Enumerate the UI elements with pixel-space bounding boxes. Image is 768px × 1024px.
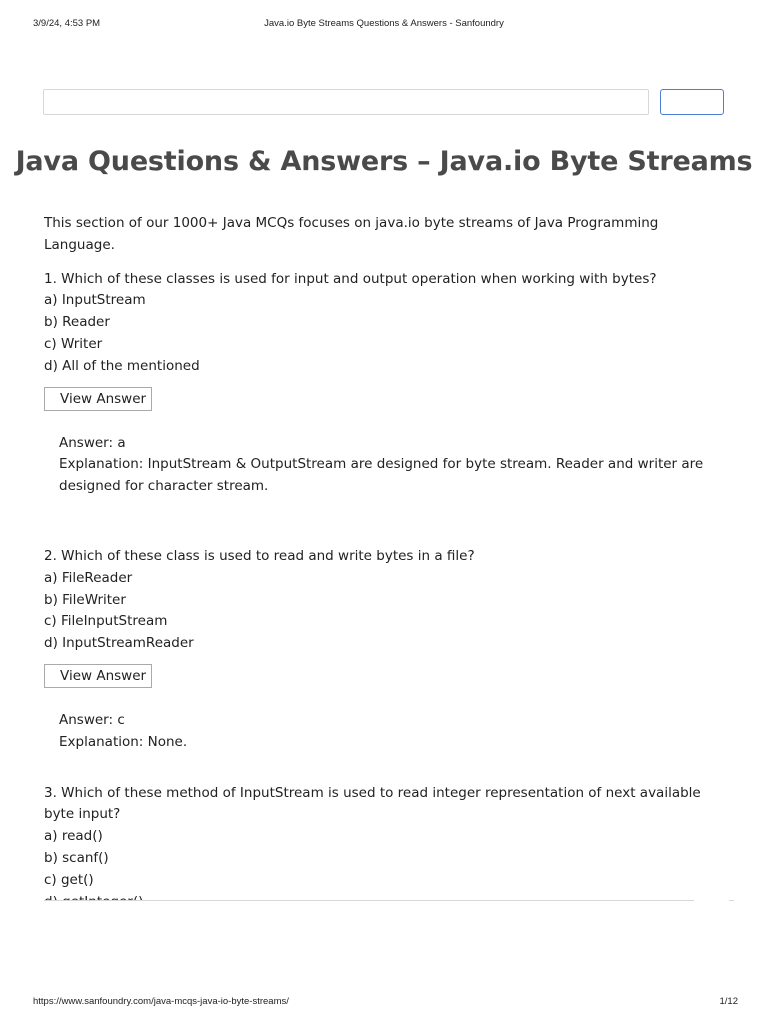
option-d: d) InputStreamReader: [44, 635, 194, 652]
article-content: [44, 213, 724, 913]
search-input[interactable]: [43, 89, 649, 115]
question-text: 1. Which of these classes is used for input and output operation when working with bytes?: [44, 270, 657, 287]
answer-text: Answer: c: [59, 711, 125, 728]
page-title: Java Questions & Answers – Java.io Byte Streams: [15, 146, 753, 177]
print-page-number: 1/12: [719, 996, 738, 1007]
option-a: a) FileReader: [44, 569, 133, 586]
option-a: a) InputStream: [44, 292, 146, 309]
divider: [44, 900, 694, 901]
search-button[interactable]: [660, 89, 724, 115]
answer-text: Answer: a: [59, 434, 126, 451]
view-answer-button[interactable]: View Answer: [44, 387, 152, 411]
question-text: 3. Which of these method of InputStream is used to read integer representation of next available byte input?: [44, 784, 701, 823]
print-datetime: 3/9/24, 4:53 PM: [33, 18, 101, 29]
intro-text: This section of our 1000+ Java MCQs focuses on java.io byte streams of Java Programming Language.: [44, 215, 659, 253]
answer-panel: [59, 433, 724, 498]
option-c: c) get(): [44, 871, 94, 888]
print-doc-title: Java.io Byte Streams Questions & Answers - Sanfoundry: [264, 18, 504, 29]
explanation-text: Explanation: InputStream & OutputStream are designed for byte stream. Reader and writer are designed for character stream.: [59, 456, 704, 495]
option-b: b) FileWriter: [44, 591, 126, 608]
option-d: d) All of the mentioned: [44, 357, 200, 374]
question-block: [44, 269, 724, 498]
option-b: b) Reader: [44, 314, 110, 331]
option-c: c) Writer: [44, 335, 103, 352]
question-text: 2. Which of these class is used to read and write bytes in a file?: [44, 547, 475, 564]
print-url: https://www.sanfoundry.com/java-mcqs-java-io-byte-streams/: [33, 996, 289, 1007]
answer-panel: [59, 710, 724, 754]
option-b: b) scanf(): [44, 849, 109, 866]
question-block: [44, 546, 724, 754]
view-answer-button[interactable]: View Answer: [44, 664, 152, 688]
option-c: c) FileInputStream: [44, 613, 168, 630]
explanation-text: Explanation: None.: [59, 733, 188, 750]
option-a: a) read(): [44, 828, 103, 845]
question-block: [44, 783, 724, 914]
divider-fragment: [729, 900, 734, 901]
